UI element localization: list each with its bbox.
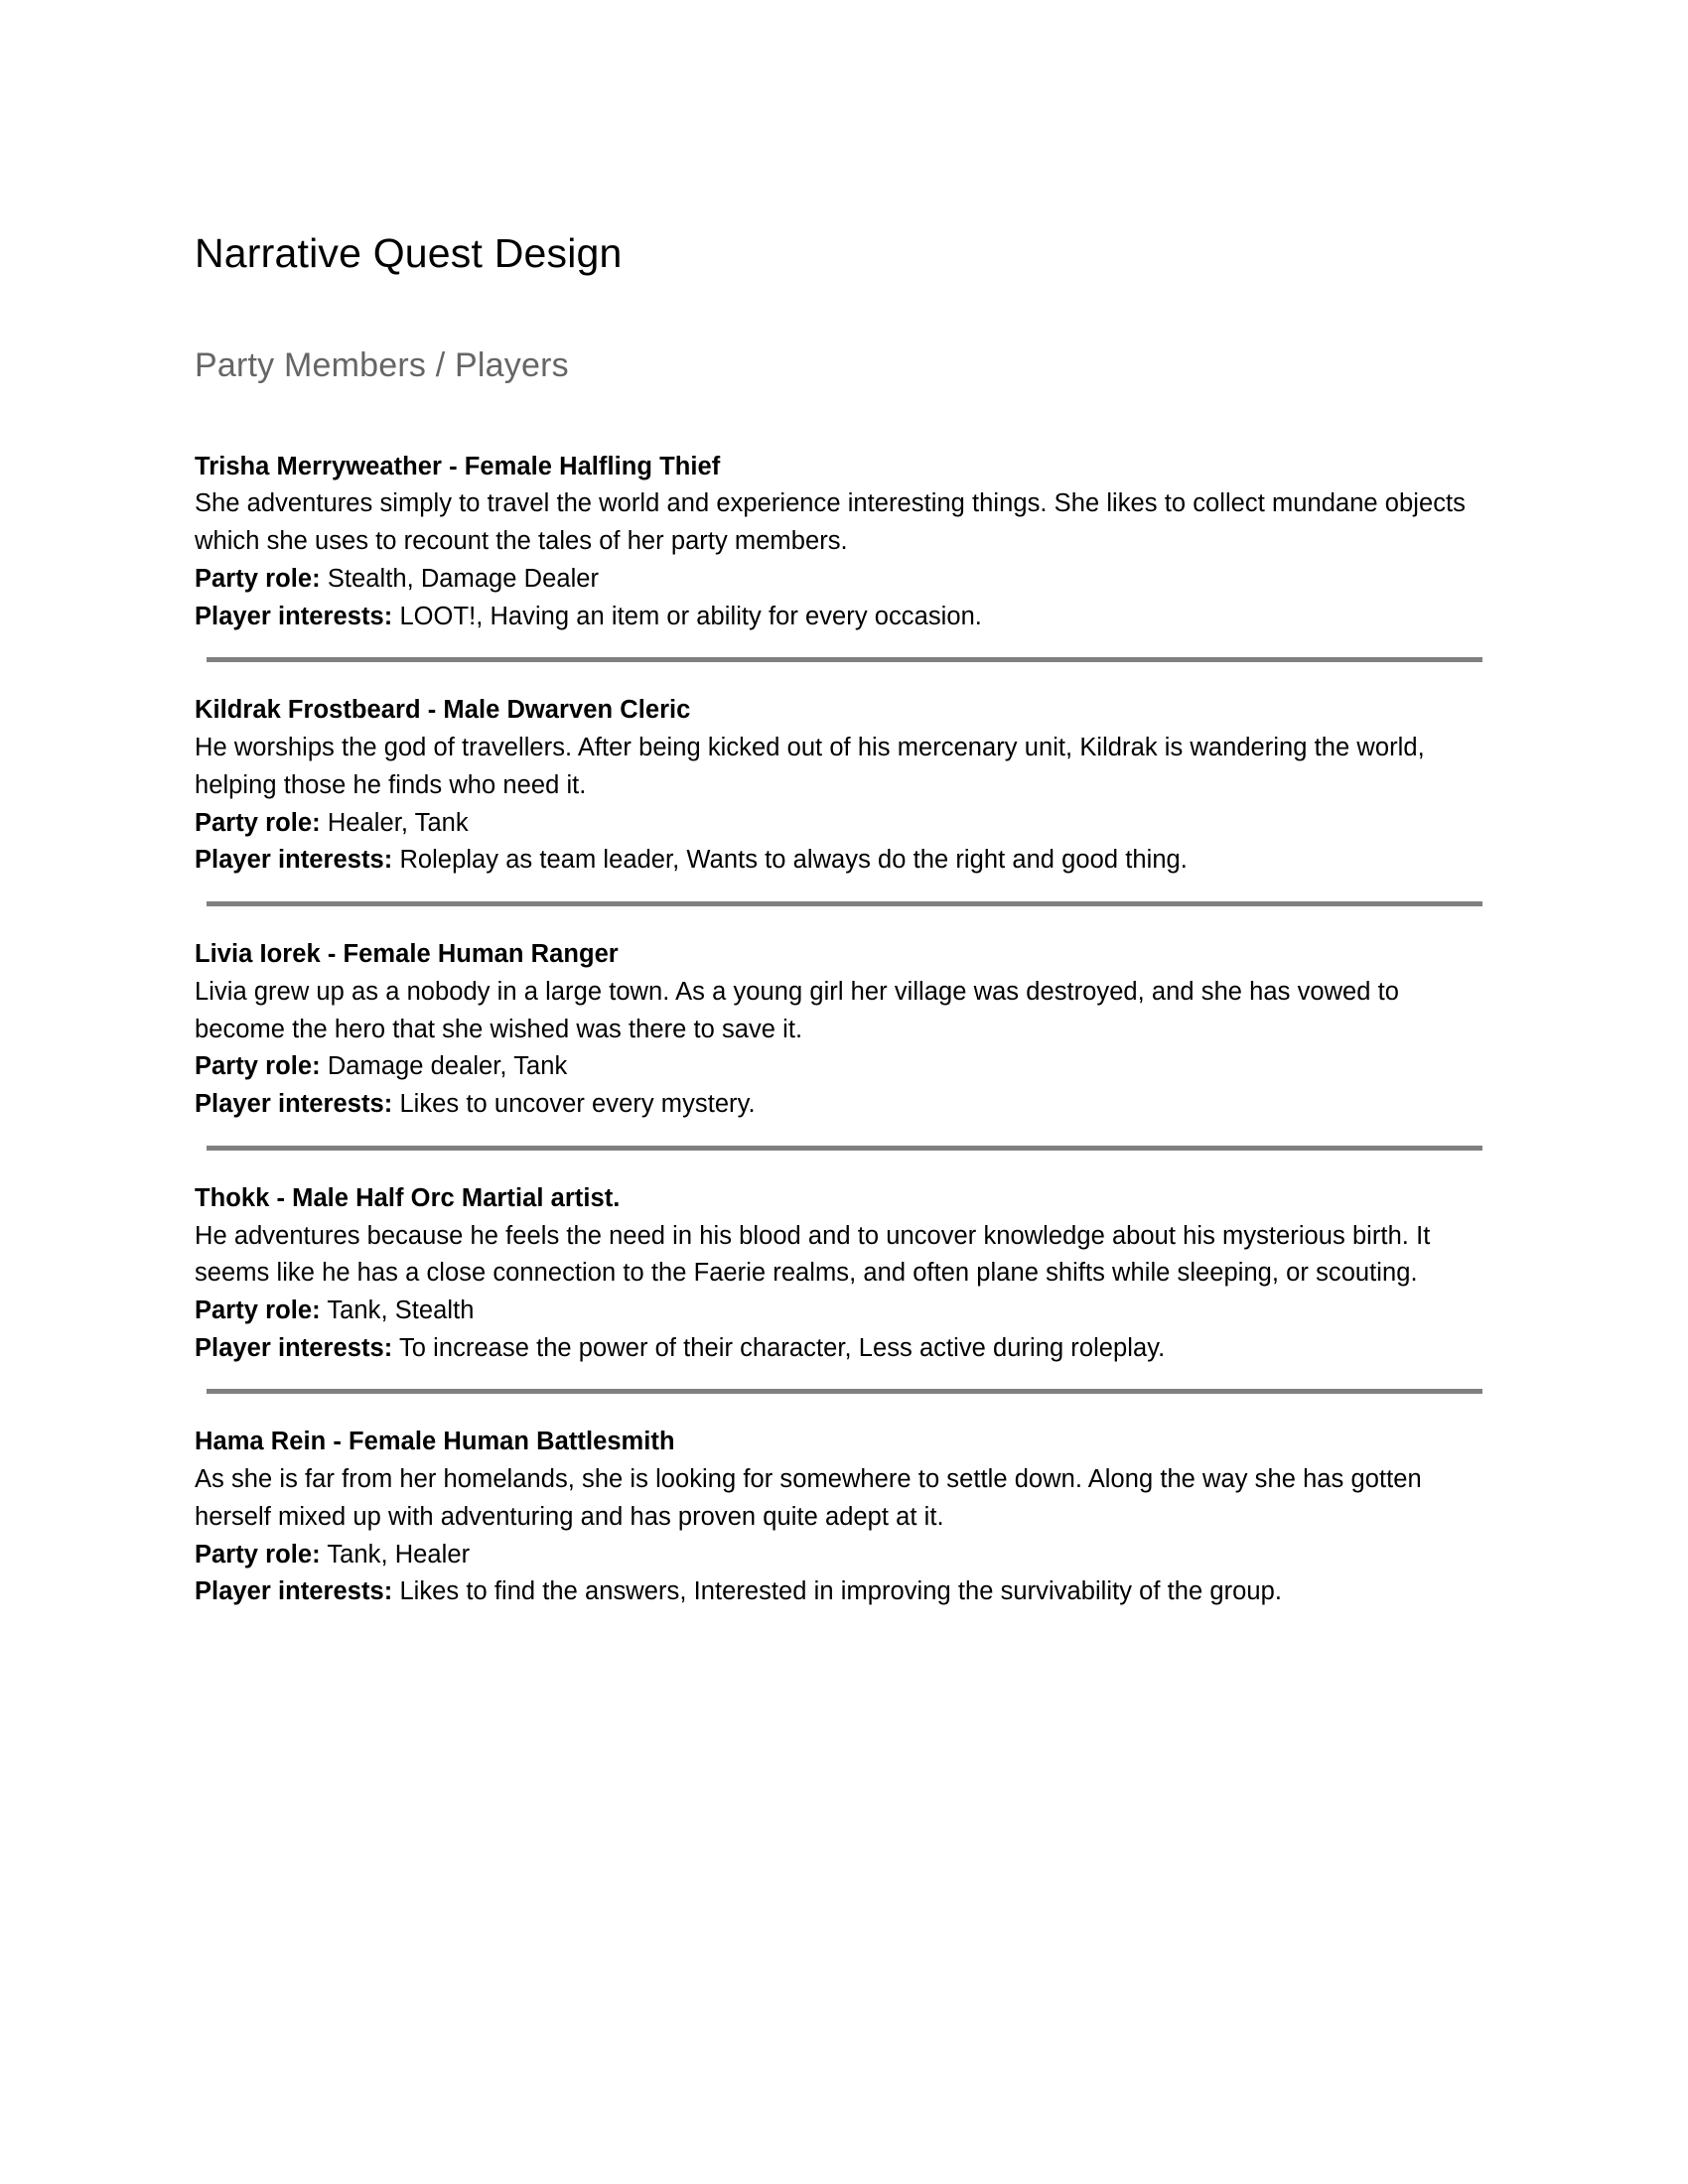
- player-interests-label: Player interests:: [195, 846, 393, 875]
- member-party-role: [195, 1537, 1485, 1574]
- section-divider: [207, 657, 1482, 662]
- party-role-label: Party role:: [195, 1296, 321, 1324]
- member-party-role: [195, 1293, 1485, 1330]
- party-role-label: Party role:: [195, 564, 321, 593]
- party-member-entry: [195, 936, 1489, 1124]
- player-interests-value: Likes to uncover every mystery.: [399, 1090, 756, 1119]
- player-interests-value: Roleplay as team leader, Wants to always do the right and good thing.: [399, 846, 1188, 875]
- player-interests-label: Player interests:: [195, 1333, 393, 1362]
- member-player-interests: [195, 1086, 1485, 1124]
- member-name: Hama Rein - Female Human Battlesmith: [195, 1428, 675, 1456]
- party-role-label: Party role:: [195, 808, 321, 837]
- party-member-entry: [195, 449, 1489, 636]
- page-title: Narrative Quest Design: [195, 230, 623, 276]
- party-role-value: Damage dealer, Tank: [327, 1052, 568, 1081]
- member-party-role: [195, 805, 1485, 843]
- member-divider-wrap: [195, 1367, 1489, 1424]
- section-divider: [207, 1389, 1482, 1394]
- party-member-entry: [195, 1424, 1489, 1611]
- player-interests-label: Player interests:: [195, 1090, 393, 1119]
- member-player-interests: [195, 1573, 1485, 1611]
- player-interests-value: To increase the power of their character, Less active during roleplay.: [398, 1333, 1166, 1362]
- party-member-list: [195, 449, 1489, 1611]
- party-role-label: Party role:: [195, 1540, 321, 1569]
- party-role-value: Stealth, Damage Dealer: [327, 564, 600, 593]
- member-name: Kildrak Frostbeard - Male Dwarven Cleric: [195, 696, 691, 725]
- member-player-interests: [195, 842, 1485, 880]
- member-divider-wrap: [195, 635, 1489, 692]
- party-role-value: Healer, Tank: [327, 808, 469, 837]
- member-name: Thokk - Male Half Orc Martial artist.: [195, 1183, 621, 1212]
- member-name: Trisha Merryweather - Female Halfling Thief: [195, 452, 721, 480]
- member-player-interests: [195, 599, 1485, 636]
- player-interests-label: Player interests:: [195, 1577, 393, 1606]
- party-member-entry: [195, 692, 1489, 880]
- member-description: He adventures because he feels the need in his blood and to uncover knowledge about his mysterious birth. It seems like he has a close connection to the Faerie realms, and often plane shifts while sleeping, or scouting.: [195, 1221, 1431, 1288]
- member-party-role: [195, 1048, 1485, 1086]
- member-party-role: [195, 561, 1485, 599]
- section-heading-party-members: Party Members / Players: [195, 346, 569, 385]
- player-interests-value: LOOT!, Having an item or ability for every occasion.: [399, 602, 982, 630]
- member-name: Livia Iorek - Female Human Ranger: [195, 940, 619, 969]
- party-member-entry: [195, 1180, 1489, 1368]
- party-role-value: Tank, Stealth: [327, 1296, 475, 1324]
- member-description: As she is far from her homelands, she is looking for somewhere to settle down. Along the way she has gotten herself mixed up with adventuring and has proven quite adept at it.: [195, 1465, 1422, 1531]
- member-divider-wrap: [195, 880, 1489, 936]
- section-divider: [207, 901, 1482, 906]
- player-interests-value: Likes to find the answers, Interested in improving the survivability of the group.: [399, 1577, 1282, 1606]
- member-description: She adventures simply to travel the world and experience interesting things. She likes to collect mundane objects which she uses to recount the tales of her party members.: [195, 489, 1466, 556]
- section-divider: [207, 1146, 1482, 1151]
- player-interests-label: Player interests:: [195, 602, 393, 630]
- member-description: Livia grew up as a nobody in a large town. As a young girl her village was destroyed, and she has vowed to become the hero that she wished was there to save it.: [195, 977, 1400, 1043]
- party-role-value: Tank, Healer: [327, 1540, 471, 1569]
- member-player-interests: [195, 1330, 1485, 1368]
- party-role-label: Party role:: [195, 1052, 321, 1081]
- member-description: He worships the god of travellers. After being kicked out of his mercenary unit, Kildrak is wandering the world, helping those he finds who need it.: [195, 734, 1425, 799]
- member-divider-wrap: [195, 1124, 1489, 1180]
